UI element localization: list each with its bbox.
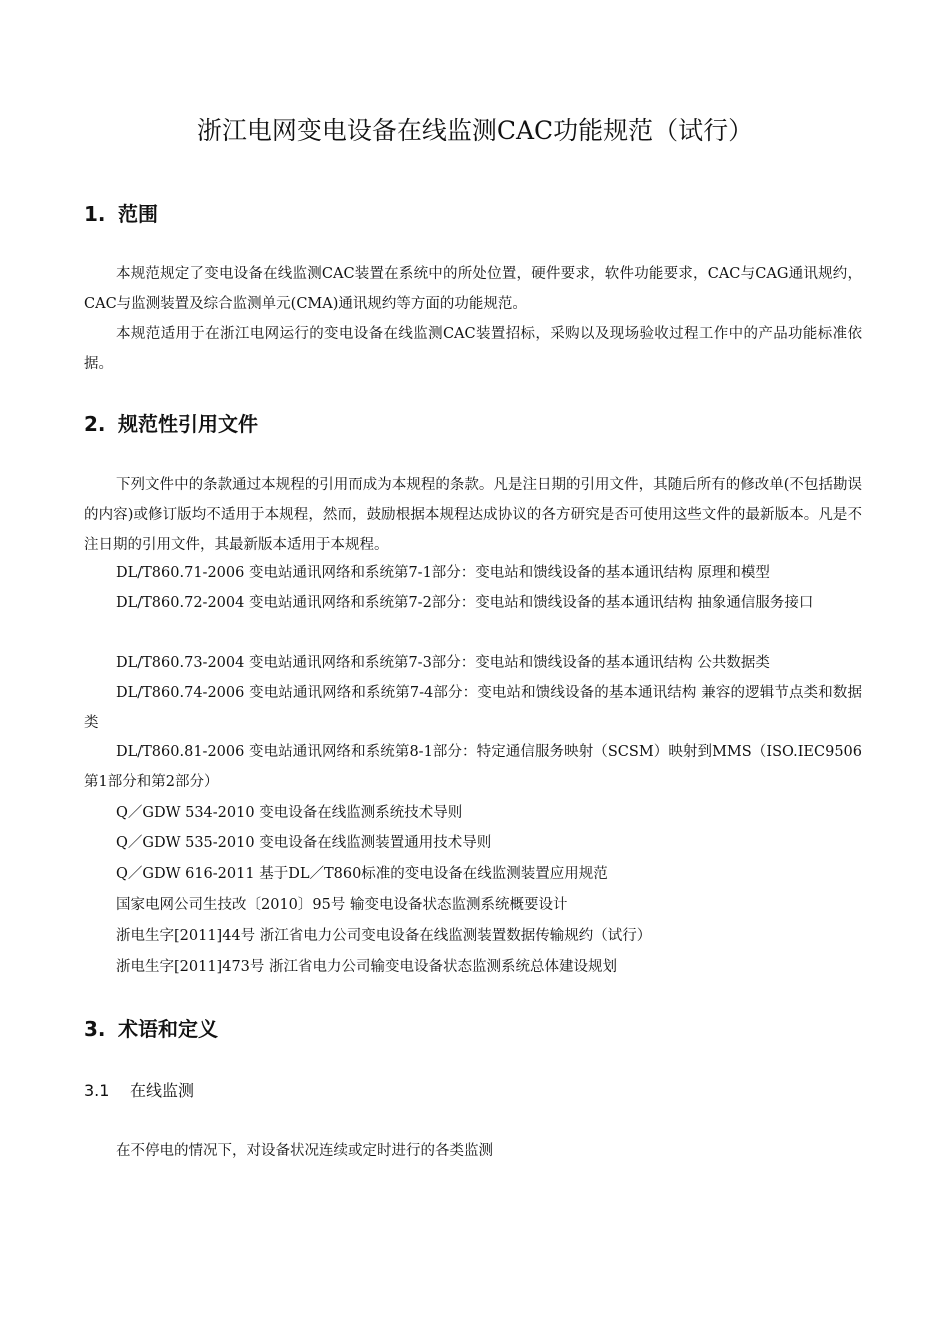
reference-item: DL/T860.81-2006 变电站通讯网络和系统第8-1部分：特定通信服务映射（SCSM）映射到MMS（ISO.IEC9506第1部分和第2部分） [84,744,862,790]
section-title: 术语和定义 [118,1017,218,1041]
document-title: 浙江电网变电设备在线监测CAC功能规范（试行） [196,116,754,145]
scope-paragraph-2: 本规范适用于在浙江电网运行的变电设备在线监测CAC装置招标，采购以及现场验收过程工作中的产品功能标准依据。 [84,326,862,372]
subsection-title: 在线监测 [130,1081,195,1100]
subsection-number: 3.1 [84,1081,110,1100]
section-number: 2. [84,412,106,436]
section-heading-scope [84,200,158,228]
section-number: 1. [84,202,106,226]
section-title: 规范性引用文件 [118,412,258,436]
online-monitoring-definition: 在不停电的情况下，对设备状况连续或定时进行的各类监测 [116,1143,493,1159]
reference-item: DL/T860.74-2006 变电站通讯网络和系统第7-4部分：变电站和馈线设备的基本通讯结构 兼容的逻辑节点类和数据类 [84,685,862,731]
reference-item: 国家电网公司生技改〔2010〕95号 输变电设备状态监测系统概要设计 [116,897,568,913]
reference-item: 浙电生字[2011]473号 浙江省电力公司输变电设备状态监测系统总体建设规划 [116,959,617,975]
reference-item: DL/T860.71-2006 变电站通讯网络和系统第7-1部分：变电站和馈线设备的基本通讯结构 原理和模型 [116,565,770,581]
reference-item: Q／GDW 616-2011 基于DL／T860标准的变电设备在线监测装置应用规范 [116,866,608,882]
reference-item: 浙电生字[2011]44号 浙江省电力公司变电设备在线监测装置数据传输规约（试行） [116,928,652,944]
reference-item: DL/T860.73-2004 变电站通讯网络和系统第7-3部分：变电站和馈线设备的基本通讯结构 公共数据类 [116,655,770,671]
subsection-heading-online-monitoring [84,1079,194,1103]
section-title: 范围 [118,202,158,226]
section-heading-terms [84,1015,218,1043]
reference-item: Q／GDW 535-2010 变电设备在线监测装置通用技术导则 [116,835,492,851]
scope-paragraph-1: 本规范规定了变电设备在线监测CAC装置在系统中的所处位置，硬件要求，软件功能要求，CAC与CAG通讯规约，CAC与监测装置及综合监测单元(CMA)通讯规约等方面的功能规范。 [84,266,862,312]
reference-item: DL/T860.72-2004 变电站通讯网络和系统第7-2部分：变电站和馈线设备的基本通讯结构 抽象通信服务接口 [116,595,814,611]
reference-item: Q／GDW 534-2010 变电设备在线监测系统技术导则 [116,805,463,821]
section-number: 3. [84,1017,106,1041]
references-intro-paragraph: 下列文件中的条款通过本规程的引用而成为本规程的条款。凡是注日期的引用文件，其随后所有的修改单(不包括勘误的内容)或修订版均不适用于本规程，然而，鼓励根据本规程达成协议的各方研究是否可使用这些文件的最新版本。凡是不注日期的引用文件，其最新版本适用于本规程。 [84,477,862,553]
section-heading-references [84,410,258,438]
